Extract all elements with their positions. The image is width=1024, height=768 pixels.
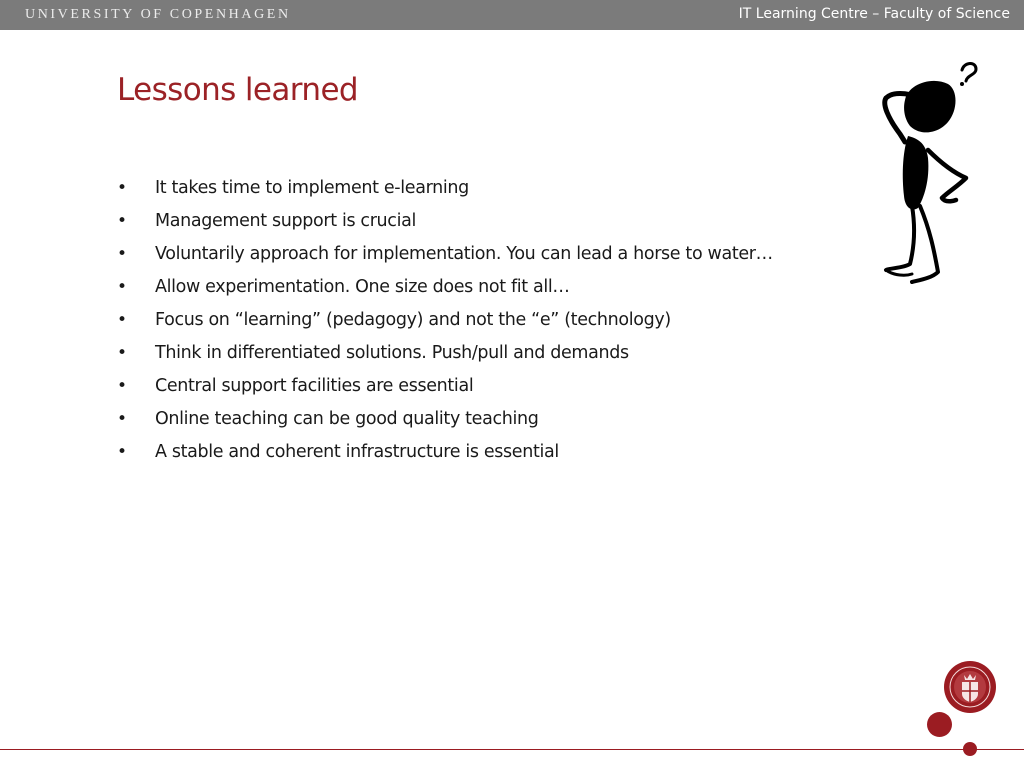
bullet-text: Central support facilities are essential (155, 376, 474, 396)
bullet-dot: • (117, 178, 127, 198)
bullet-text: It takes time to implement e-learning (155, 178, 469, 198)
faculty-name: IT Learning Centre – Faculty of Science (738, 6, 1010, 22)
university-name: UNIVERSITY OF COPENHAGEN (25, 7, 291, 22)
footer-divider (0, 749, 1024, 750)
bullet-dot: • (117, 244, 127, 264)
bullet-dot: • (117, 343, 127, 363)
bullet-dot: • (117, 277, 127, 297)
slide-title: Lessons learned (117, 72, 358, 108)
bullet-text: Voluntarily approach for implementation. You can lead a horse to water… (155, 244, 773, 264)
header-bar (0, 0, 1024, 30)
bullet-dot: • (117, 376, 127, 396)
bullet-dot: • (117, 211, 127, 231)
bullet-dot: • (117, 442, 127, 462)
bullet-dot: • (117, 310, 127, 330)
bullet-text: A stable and coherent infrastructure is essential (155, 442, 559, 462)
university-seal-icon (943, 660, 997, 714)
bullet-text: Online teaching can be good quality teaching (155, 409, 539, 429)
decorative-dot-large (927, 712, 952, 737)
thinking-figure-icon (872, 58, 984, 288)
bullet-text: Focus on “learning” (pedagogy) and not the “e” (technology) (155, 310, 671, 330)
bullet-dot: • (117, 409, 127, 429)
bullet-text: Allow experimentation. One size does not fit all… (155, 277, 570, 297)
bullet-text: Management support is crucial (155, 211, 416, 231)
bullet-text: Think in differentiated solutions. Push/pull and demands (155, 343, 629, 363)
